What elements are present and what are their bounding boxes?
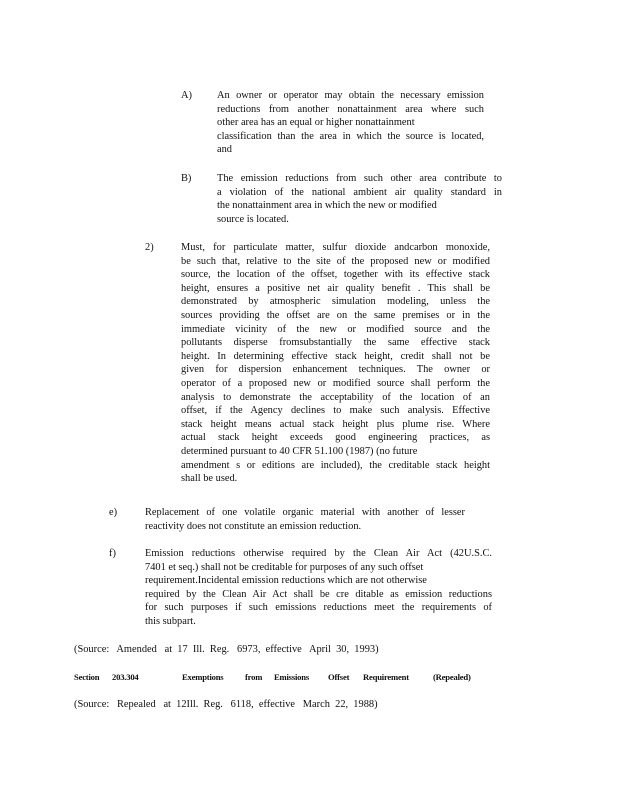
text-line: immediate vicinity of the new or modified source and the xyxy=(181,323,490,335)
item-label-2: 2) xyxy=(145,242,154,253)
text-line: for such purposes if such emissions reductions meet the requirements of xyxy=(145,602,492,614)
source-note-amended: (Source: Amended at 17 Ill. Reg. 6973, effective April 30, 1993) xyxy=(74,644,379,655)
text-line: offset, if the Agency declines to make such analysis. Effective xyxy=(181,405,490,417)
text-line: height. In determining effective stack height, credit shall not be xyxy=(181,350,490,362)
text-line: other area has an equal or higher nonattainment xyxy=(217,117,415,129)
text-line: determined pursuant to 40 CFR 51.100 (1987) (no future xyxy=(181,445,418,457)
item-label-f: f) xyxy=(109,548,116,559)
text-line: Emission reductions otherwise required by the Clean Air Act (42U.S.C. xyxy=(145,548,492,559)
text-line: operator of a proposed new or modified source shall perform the xyxy=(181,377,490,389)
text-line: and xyxy=(217,144,233,156)
text-line: this subpart. xyxy=(145,615,196,627)
text-line: reductions from another nonattainment area where such xyxy=(217,103,484,115)
text-line: analysis to demonstrate the acceptability of the location of an xyxy=(181,391,490,403)
text-line: actual stack height exceeds good engineering practices, as xyxy=(181,432,490,444)
item-f-text xyxy=(145,547,492,629)
section-title-word: Offset xyxy=(328,672,350,682)
text-line: Must, for particulate matter, sulfur dioxide andcarbon monoxide, xyxy=(181,242,490,253)
text-line: requirement.Incidental emission reductions which are not otherwise xyxy=(145,575,427,587)
text-line: Replacement of one volatile organic material with another of lesser xyxy=(145,507,465,518)
text-line: stack height means actual stack height plus plume rise. Where xyxy=(181,418,490,430)
text-line: be such that, relative to the site of the proposed new or modified xyxy=(181,255,490,267)
text-line: The emission reductions from such other area contribute to xyxy=(217,173,502,184)
text-line: shall be used. xyxy=(181,473,238,485)
text-line: required by the Clean Air Act shall be cre ditable as emission reductions xyxy=(145,588,492,600)
item-2-text xyxy=(181,241,490,486)
section-number: 203.304 xyxy=(112,672,139,682)
section-status: (Repealed) xyxy=(433,672,471,682)
section-title-word: from xyxy=(245,672,263,682)
text-line: reactivity does not constitute an emission reduction. xyxy=(145,520,362,532)
text-line: a violation of the national ambient air quality standard in xyxy=(217,186,502,198)
item-e-text xyxy=(145,506,465,533)
item-b-text xyxy=(217,172,502,226)
text-line: source, the location of the offset, together with its effective stack xyxy=(181,269,490,281)
item-label-e: e) xyxy=(109,507,118,518)
item-a-text xyxy=(217,89,484,157)
section-label: Section xyxy=(74,672,100,682)
section-title-word: Exemptions xyxy=(182,672,224,682)
section-title-word: Requirement xyxy=(363,672,409,682)
text-line: pollutants disperse fromsubstantially the same effective stack xyxy=(181,337,490,349)
text-line: the nonattainment area in which the new or modified xyxy=(217,200,437,212)
section-title-word: Emissions xyxy=(274,672,309,682)
text-line: classification than the area in which the source is located, xyxy=(217,130,484,142)
text-line: source is located. xyxy=(217,213,289,225)
text-line: given for dispersion enhancement techniques. The owner or xyxy=(181,364,490,376)
section-heading xyxy=(74,672,474,686)
item-label-a: A) xyxy=(181,90,192,101)
item-label-b: B) xyxy=(181,173,192,184)
source-note-repealed: (Source: Repealed at 12Ill. Reg. 6118, effective March 22, 1988) xyxy=(74,699,378,710)
text-line: An owner or operator may obtain the necessary emission xyxy=(217,90,484,101)
text-line: height, ensures a positive net air quality benefit . This shall be xyxy=(181,282,490,294)
text-line: demonstrated by atmospheric simulation modeling, unless the xyxy=(181,296,490,308)
text-line: 7401 et seq.) shall not be creditable for purposes of any such offset xyxy=(145,561,424,573)
text-line: sources providing the offset are on the same premises or in the xyxy=(181,309,490,321)
text-line: amendment s or editions are included), the creditable stack height xyxy=(181,459,490,471)
